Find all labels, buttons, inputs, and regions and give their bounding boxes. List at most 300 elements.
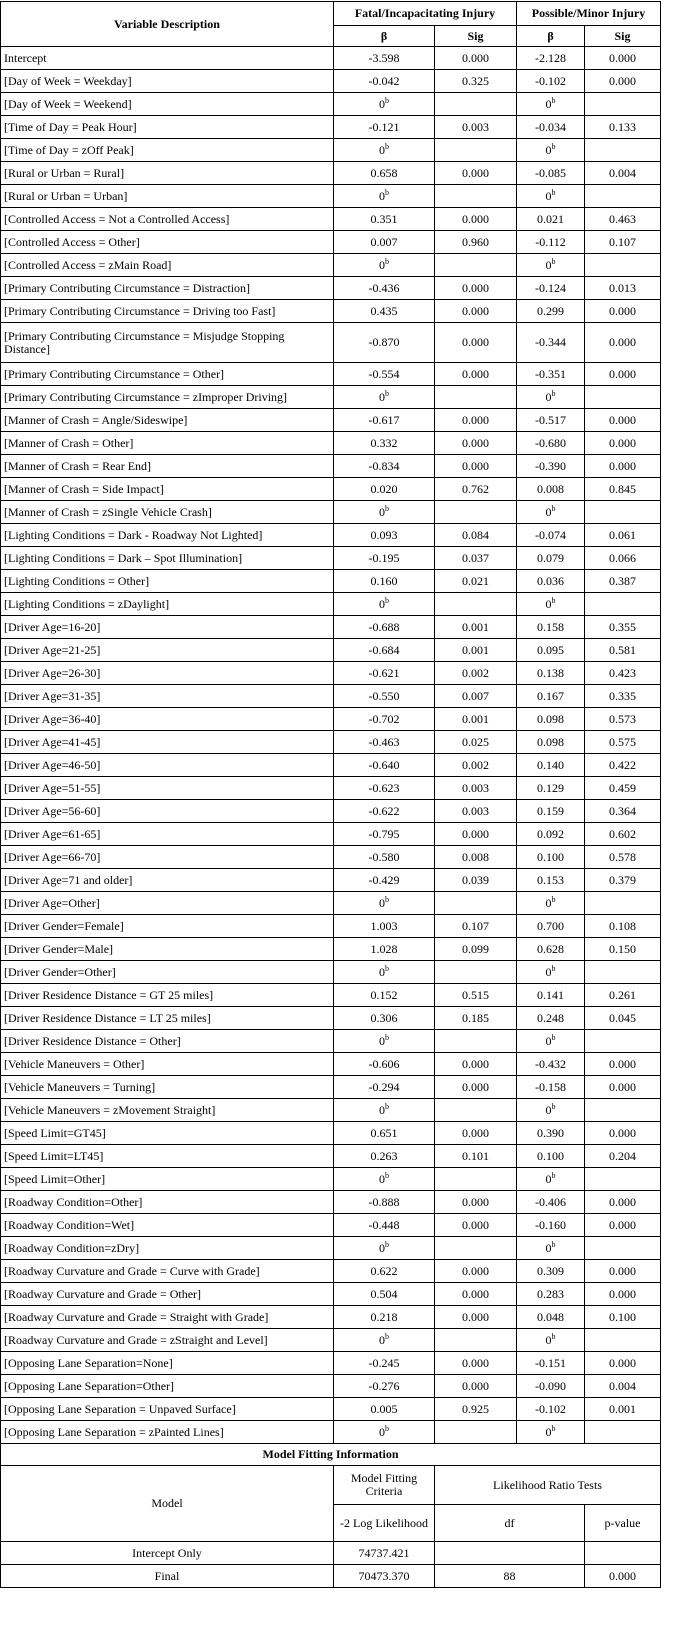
minor-sig-value-text: 0.000	[609, 1286, 636, 1301]
minor-beta-value-text: 0.129	[537, 780, 564, 795]
df-header: df	[435, 1505, 585, 1542]
minor-beta-value-text: 0.079	[537, 550, 564, 565]
fatal-beta-value	[334, 1168, 435, 1191]
fatal-beta-value	[334, 47, 435, 70]
minor-sig-value	[585, 363, 661, 386]
minor-beta-value-text: 0	[545, 188, 552, 203]
minor-sig-value	[585, 1053, 661, 1076]
minor-sig-value	[585, 116, 661, 139]
minor-beta-value-text: 0.153	[537, 872, 564, 887]
variable-label: [Time of Day = Peak Hour]	[1, 116, 334, 139]
minor-sig-value	[585, 685, 661, 708]
minor-beta-value-text: 0	[545, 895, 552, 910]
model-header: Model	[1, 1466, 334, 1542]
minor-sig-value-text: 0.100	[609, 1309, 636, 1324]
minor-beta-value	[517, 915, 585, 938]
minor-sig-value	[585, 1099, 661, 1122]
reference-category-marker: b	[551, 95, 556, 105]
fatal-beta-value	[334, 277, 435, 300]
fatal-beta-value	[334, 386, 435, 409]
table-row	[1, 208, 661, 231]
variable-label: [Vehicle Maneuvers = Other]	[1, 1053, 334, 1076]
variable-label: [Driver Age=31-35]	[1, 685, 334, 708]
fatal-sig-value-text: 0.000	[462, 165, 489, 180]
fatal-beta-value-text: 0.435	[370, 303, 398, 318]
minor-beta-value-text: 0.299	[537, 303, 564, 318]
variable-description-header: Variable Description	[1, 2, 334, 47]
minor-beta-value	[517, 363, 585, 386]
minor-beta-value	[517, 777, 585, 800]
minor-sig-value-text: 0.379	[609, 872, 636, 887]
variable-label: [Driver Age=46-50]	[1, 754, 334, 777]
table-header	[1, 2, 661, 47]
fatal-beta-value	[334, 478, 435, 501]
minor-beta-value-text: -0.112	[535, 234, 566, 249]
minor-beta-value	[517, 501, 585, 524]
fatal-sig-value-text: 0.000	[462, 50, 489, 65]
table-row	[1, 1191, 661, 1214]
fatal-beta-value-text: -0.463	[368, 734, 400, 749]
table-row	[1, 93, 661, 116]
fatal-beta-value	[334, 593, 435, 616]
minor-sig-value-text: 0.108	[609, 918, 636, 933]
fatal-sig-value-text: 0.000	[462, 1355, 489, 1370]
variable-label: [Speed Limit=LT45]	[1, 1145, 334, 1168]
minor-sig-value	[585, 524, 661, 547]
table-row	[1, 1237, 661, 1260]
fatal-beta-value-text: -0.276	[368, 1378, 400, 1393]
fatal-sig-value-text: 0.000	[462, 1217, 489, 1232]
variable-label: [Driver Gender=Female]	[1, 915, 334, 938]
variable-label: [Primary Contributing Circumstance = Other]	[1, 363, 334, 386]
p-value: 0.000	[585, 1565, 661, 1588]
fatal-beta-value-text: 0.005	[370, 1401, 398, 1416]
table-row	[1, 1283, 661, 1306]
minor-beta-value-text: 0.036	[537, 573, 564, 588]
reference-category-marker: b	[551, 256, 556, 266]
fatal-sig-value-text: 0.084	[462, 527, 489, 542]
loglik-value: 70473.370	[334, 1565, 435, 1588]
fatal-beta-value	[334, 300, 435, 323]
fatal-sig-value-text: 0.039	[462, 872, 489, 887]
fatal-beta-value-text: -0.834	[368, 458, 400, 473]
variable-label: [Controlled Access = zMain Road]	[1, 254, 334, 277]
table-row	[1, 1076, 661, 1099]
fatal-sig-value-text: 0.003	[462, 119, 489, 134]
fatal-beta-value	[334, 70, 435, 93]
variable-label: [Primary Contributing Circumstance = Misjudge Stopping Distance]	[1, 323, 334, 363]
minor-beta-value	[517, 1283, 585, 1306]
minor-beta-value-text: -0.102	[535, 73, 566, 88]
fatal-beta-value-text: 0.332	[370, 435, 398, 450]
fatal-beta-value-text: 0.351	[370, 211, 398, 226]
minor-sig-value-text: 0.000	[609, 1263, 636, 1278]
minor-beta-value-text: -0.102	[535, 1401, 566, 1416]
reference-category-marker: b	[385, 95, 389, 105]
fatal-sig-value-text: 0.001	[462, 711, 489, 726]
minor-beta-value-text: 0	[545, 142, 552, 157]
minor-beta-value	[517, 1145, 585, 1168]
table-row	[1, 478, 661, 501]
model-fitting-title: Model Fitting Information	[1, 1444, 661, 1466]
minor-sig-value	[585, 1329, 661, 1352]
lr-tests-header: Likelihood Ratio Tests	[435, 1466, 661, 1505]
table-row	[1, 432, 661, 455]
fatal-beta-value	[334, 846, 435, 869]
table-row	[1, 1329, 661, 1352]
reference-category-marker: b	[385, 388, 389, 398]
table-row	[1, 984, 661, 1007]
fatal-sig-value	[435, 639, 517, 662]
minor-beta-value	[517, 1122, 585, 1145]
fatal-sig-value	[435, 208, 517, 231]
model-fitting-section	[1, 1444, 661, 1588]
fatal-sig-value-text: 0.000	[462, 1194, 489, 1209]
minor-sig-value	[585, 1007, 661, 1030]
reference-category-marker: b	[385, 1423, 389, 1433]
minor-beta-value-text: -0.432	[535, 1056, 566, 1071]
fatal-sig-value-text: 0.000	[462, 412, 489, 427]
table-row	[1, 1122, 661, 1145]
fatal-beta-value	[334, 639, 435, 662]
loglik-value: 74737.421	[334, 1542, 435, 1565]
table-row	[1, 231, 661, 254]
fatal-sig-value	[435, 708, 517, 731]
minor-beta-value	[517, 823, 585, 846]
variable-label: [Controlled Access = Not a Controlled Access]	[1, 208, 334, 231]
minor-beta-header: β	[517, 26, 585, 47]
minor-sig-value	[585, 984, 661, 1007]
fatal-sig-value	[435, 478, 517, 501]
variable-label: [Driver Gender=Male]	[1, 938, 334, 961]
minor-beta-value	[517, 685, 585, 708]
minor-beta-value	[517, 800, 585, 823]
fatal-sig-value	[435, 70, 517, 93]
fatal-beta-value-text: 0	[379, 1102, 385, 1117]
fatal-beta-value	[334, 1122, 435, 1145]
minor-sig-value	[585, 1030, 661, 1053]
fatal-sig-value	[435, 869, 517, 892]
fatal-beta-value	[334, 938, 435, 961]
fatal-beta-value-text: 0	[379, 188, 385, 203]
minor-beta-value-text: 0.167	[537, 688, 564, 703]
variable-label: [Primary Contributing Circumstance = Driving too Fast]	[1, 300, 334, 323]
minor-beta-value-text: 0.158	[537, 619, 564, 634]
minor-sig-value	[585, 478, 661, 501]
fatal-beta-value-text: 0.218	[370, 1309, 398, 1324]
fatal-beta-value	[334, 501, 435, 524]
variable-label: [Driver Age=21-25]	[1, 639, 334, 662]
minor-beta-value	[517, 708, 585, 731]
fatal-sig-value	[435, 1329, 517, 1352]
minor-beta-value	[517, 70, 585, 93]
table-row	[1, 139, 661, 162]
table-row	[1, 662, 661, 685]
minor-beta-value	[517, 846, 585, 869]
minor-beta-value-text: -0.390	[535, 458, 566, 473]
fatal-beta-value	[334, 116, 435, 139]
fatal-sig-value	[435, 1099, 517, 1122]
fatal-sig-value	[435, 1122, 517, 1145]
reference-category-marker: b	[551, 1170, 556, 1180]
table-row	[1, 455, 661, 478]
fatal-sig-value	[435, 593, 517, 616]
fatal-sig-value-text: 0.000	[462, 335, 489, 349]
fatal-sig-value	[435, 1260, 517, 1283]
minor-beta-value	[517, 93, 585, 116]
minor-beta-value	[517, 386, 585, 409]
fatal-beta-value-text: -0.640	[368, 757, 400, 772]
minor-beta-value-text: 0.700	[537, 918, 564, 933]
minor-sig-value-text: 0.423	[609, 665, 636, 680]
minor-beta-value-text: 0.248	[537, 1010, 564, 1025]
minor-beta-value-text: 0	[545, 1033, 552, 1048]
minor-beta-value	[517, 1260, 585, 1283]
minor-sig-value	[585, 777, 661, 800]
table-row	[1, 800, 661, 823]
fatal-beta-value	[334, 455, 435, 478]
fatal-beta-value-text: 0.093	[370, 527, 398, 542]
table-row	[1, 363, 661, 386]
fatal-beta-value-text: 0	[379, 1033, 385, 1048]
minor-beta-value-text: -0.344	[535, 335, 566, 349]
variable-label: Intercept	[1, 47, 334, 70]
minor-beta-value-text: 0	[545, 257, 552, 272]
fatal-beta-value-text: 0	[379, 257, 385, 272]
fatal-beta-header: β	[334, 26, 435, 47]
minor-beta-value	[517, 984, 585, 1007]
table-row	[1, 685, 661, 708]
minor-beta-value	[517, 1099, 585, 1122]
variable-label: [Lighting Conditions = Dark – Spot Illumination]	[1, 547, 334, 570]
fatal-beta-value-text: 1.003	[370, 918, 398, 933]
fatal-sig-value	[435, 754, 517, 777]
minor-sig-value-text: 0.387	[609, 573, 636, 588]
fatal-beta-value-text: -0.688	[368, 619, 400, 634]
minor-beta-value-text: 0.390	[537, 1125, 564, 1140]
table-row	[1, 616, 661, 639]
variable-label: [Opposing Lane Separation=Other]	[1, 1375, 334, 1398]
fatal-beta-value	[334, 1375, 435, 1398]
table-row	[1, 409, 661, 432]
fatal-beta-value-text: -0.623	[368, 780, 400, 795]
fatal-sig-value-text: 0.185	[462, 1010, 489, 1025]
table-row	[1, 869, 661, 892]
minor-beta-value	[517, 1007, 585, 1030]
fatal-sig-value	[435, 1283, 517, 1306]
fatal-beta-value	[334, 915, 435, 938]
fatal-sig-value	[435, 1007, 517, 1030]
minor-beta-value-text: -0.160	[535, 1217, 566, 1232]
minor-sig-value	[585, 300, 661, 323]
table-row	[1, 1352, 661, 1375]
minor-beta-value	[517, 938, 585, 961]
fatal-sig-value-text: 0.000	[462, 826, 489, 841]
fatal-beta-value	[334, 231, 435, 254]
minor-beta-value-text: -0.351	[535, 366, 566, 381]
variable-label: [Opposing Lane Separation = Unpaved Surface]	[1, 1398, 334, 1421]
fatal-sig-value-text: 0.000	[462, 303, 489, 318]
fatal-sig-value-text: 0.002	[462, 665, 489, 680]
fatal-beta-value-text: 1.028	[370, 941, 398, 956]
fatal-beta-value	[334, 892, 435, 915]
minor-sig-value	[585, 47, 661, 70]
fatal-beta-value-text: -0.436	[368, 280, 400, 295]
table-row	[1, 639, 661, 662]
fatal-sig-value	[435, 93, 517, 116]
minor-sig-value-text: 0.000	[609, 366, 636, 381]
reference-category-marker: b	[385, 1032, 389, 1042]
variable-label: [Roadway Curvature and Grade = Other]	[1, 1283, 334, 1306]
minor-sig-value	[585, 869, 661, 892]
fatal-sig-value	[435, 1237, 517, 1260]
fatal-sig-value	[435, 823, 517, 846]
minor-sig-value	[585, 1191, 661, 1214]
fatal-beta-value-text: -0.684	[368, 642, 400, 657]
variable-label: [Driver Age=26-30]	[1, 662, 334, 685]
fatal-beta-value	[334, 1099, 435, 1122]
fatal-beta-value	[334, 162, 435, 185]
fatal-sig-value	[435, 984, 517, 1007]
reference-category-marker: b	[385, 1101, 389, 1111]
variable-label: [Controlled Access = Other]	[1, 231, 334, 254]
minor-beta-value-text: 0.008	[537, 481, 564, 496]
variable-label: [Vehicle Maneuvers = zMovement Straight]	[1, 1099, 334, 1122]
fatal-sig-value-text: 0.021	[462, 573, 489, 588]
fatal-sig-value-text: 0.515	[462, 987, 489, 1002]
fatal-beta-value-text: -0.888	[368, 1194, 400, 1209]
minor-beta-value	[517, 570, 585, 593]
fatal-sig-value	[435, 938, 517, 961]
p-value-header: p-value	[585, 1505, 661, 1542]
fatal-beta-value-text: 0.504	[370, 1286, 398, 1301]
reference-category-marker: b	[385, 894, 389, 904]
reference-category-marker: b	[551, 1239, 556, 1249]
model-row	[1, 1565, 661, 1588]
reference-category-marker: b	[385, 963, 389, 973]
table-row	[1, 915, 661, 938]
fatal-sig-value	[435, 363, 517, 386]
minor-beta-value-text: 0.138	[537, 665, 564, 680]
minor-sig-value-text: 0.000	[609, 458, 636, 473]
fatal-beta-value-text: 0	[379, 1240, 385, 1255]
fatal-beta-value-text: 0.263	[370, 1148, 398, 1163]
fatal-beta-value-text: 0.160	[370, 573, 398, 588]
minor-sig-value	[585, 892, 661, 915]
fatal-sig-value	[435, 800, 517, 823]
table-row	[1, 323, 661, 363]
fatal-beta-value	[334, 1352, 435, 1375]
table-row	[1, 1214, 661, 1237]
fatal-sig-value-text: 0.107	[462, 918, 489, 933]
loglik-header: -2 Log Likelihood	[334, 1505, 435, 1542]
reference-category-marker: b	[385, 595, 389, 605]
minor-beta-value	[517, 323, 585, 363]
variable-label: [Driver Age=36-40]	[1, 708, 334, 731]
minor-beta-value-text: 0.100	[537, 849, 564, 864]
minor-sig-value-text: 0.364	[609, 803, 636, 818]
variable-label: [Roadway Curvature and Grade = Curve with Grade]	[1, 1260, 334, 1283]
fatal-sig-value-text: 0.000	[462, 1309, 489, 1324]
variable-label: [Manner of Crash = Rear End]	[1, 455, 334, 478]
minor-beta-value	[517, 162, 585, 185]
minor-sig-value	[585, 708, 661, 731]
table-row	[1, 162, 661, 185]
minor-sig-value-text: 0.573	[609, 711, 636, 726]
fatal-beta-value-text: -0.580	[368, 849, 400, 864]
model-name: Final	[1, 1565, 334, 1588]
fatal-sig-value-text: 0.001	[462, 619, 489, 634]
reference-category-marker: b	[551, 894, 556, 904]
minor-beta-value-text: 0.021	[537, 211, 564, 226]
minor-sig-value-text: 0.575	[609, 734, 636, 749]
minor-sig-value-text: 0.004	[609, 1378, 636, 1393]
fatal-beta-value	[334, 185, 435, 208]
minor-sig-value-text: 0.133	[609, 119, 636, 134]
fatal-sig-value-text: 0.762	[462, 481, 489, 496]
fatal-sig-value-text: 0.325	[462, 73, 489, 88]
minor-beta-value	[517, 731, 585, 754]
fatal-beta-value	[334, 363, 435, 386]
minor-beta-value	[517, 961, 585, 984]
table-row	[1, 254, 661, 277]
fatal-beta-value	[334, 616, 435, 639]
fatal-sig-value	[435, 1191, 517, 1214]
fatal-sig-value	[435, 731, 517, 754]
minor-beta-value	[517, 1237, 585, 1260]
minor-beta-value	[517, 1053, 585, 1076]
fatal-sig-value	[435, 455, 517, 478]
fatal-sig-value-text: 0.101	[462, 1148, 489, 1163]
fatal-sig-value-text: 0.960	[462, 234, 489, 249]
fatal-sig-value-text: 0.008	[462, 849, 489, 864]
fatal-sig-value	[435, 777, 517, 800]
minor-sig-value	[585, 570, 661, 593]
variable-label: [Driver Residence Distance = LT 25 miles]	[1, 1007, 334, 1030]
variable-label: [Driver Age=66-70]	[1, 846, 334, 869]
reference-category-marker: b	[385, 141, 389, 151]
minor-sig-value	[585, 639, 661, 662]
minor-beta-value-text: 0.092	[537, 826, 564, 841]
fatal-beta-value-text: 0	[379, 389, 385, 404]
minor-sig-value	[585, 501, 661, 524]
minor-beta-value-text: 0.309	[537, 1263, 564, 1278]
table-row	[1, 116, 661, 139]
fatal-beta-value	[334, 869, 435, 892]
minor-beta-value	[517, 1375, 585, 1398]
variable-label: [Lighting Conditions = Other]	[1, 570, 334, 593]
minor-sig-value	[585, 754, 661, 777]
minor-sig-value	[585, 432, 661, 455]
minor-beta-value-text: -0.151	[535, 1355, 566, 1370]
minor-sig-value-text: 0.000	[609, 1194, 636, 1209]
minor-sig-value	[585, 593, 661, 616]
minor-beta-value	[517, 1214, 585, 1237]
minor-beta-value-text: 0.140	[537, 757, 564, 772]
minor-sig-value	[585, 208, 661, 231]
fatal-sig-value	[435, 185, 517, 208]
variable-label: [Vehicle Maneuvers = Turning]	[1, 1076, 334, 1099]
fatal-beta-value	[334, 1191, 435, 1214]
fatal-sig-value	[435, 915, 517, 938]
regression-results-table	[0, 1, 661, 1588]
fatal-beta-value-text: -0.870	[368, 335, 400, 349]
fatal-beta-value	[334, 984, 435, 1007]
minor-beta-value-text: 0	[545, 504, 552, 519]
variable-label: [Day of Week = Weekday]	[1, 70, 334, 93]
variable-label: [Rural or Urban = Rural]	[1, 162, 334, 185]
table-row	[1, 300, 661, 323]
